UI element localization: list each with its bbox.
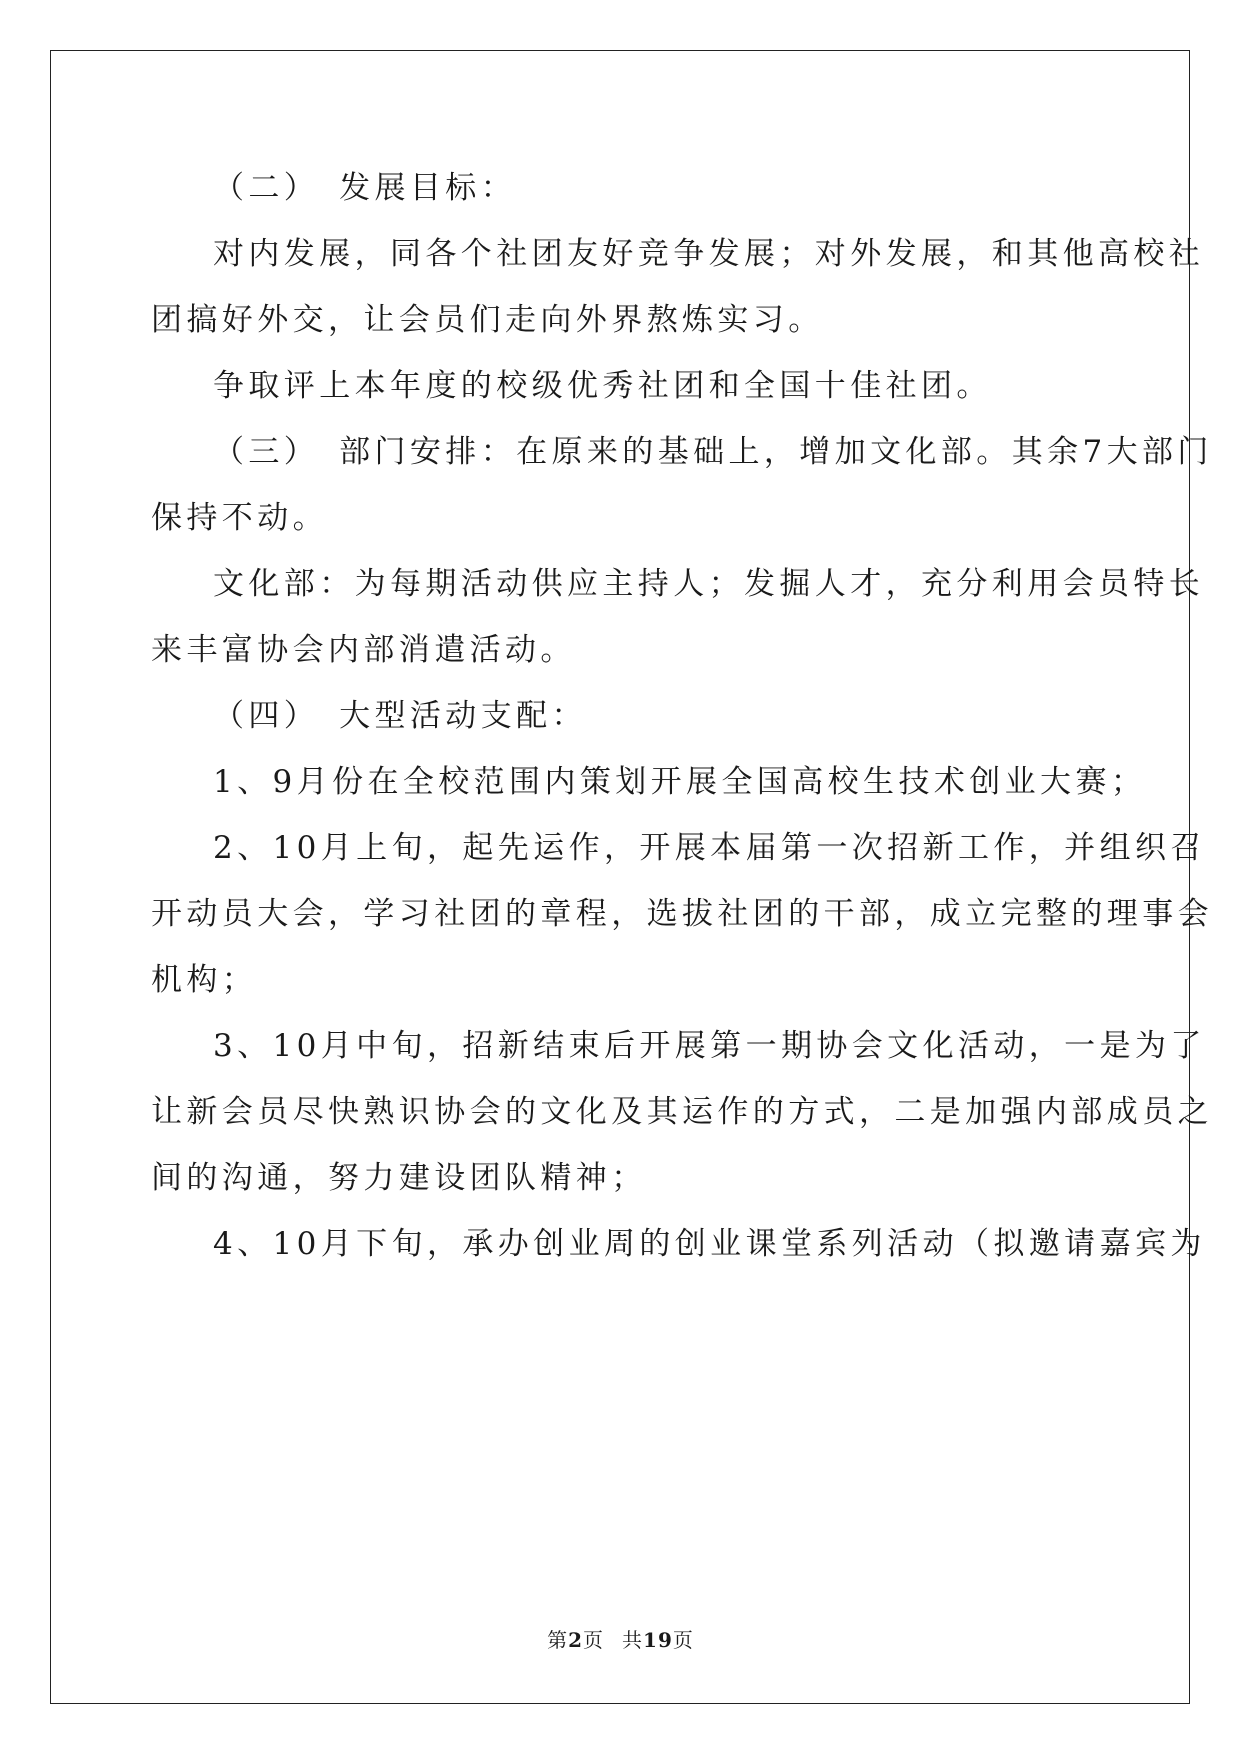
heading-department-arrangement: （三） 部门安排：在原来的基础上，增加文化部。其余7大部门 <box>213 434 1213 470</box>
paragraph-line: 争取评上本年度的校级优秀社团和全国十佳社团。 <box>213 368 992 404</box>
footer-total-pages: 19 <box>643 1628 673 1652</box>
paragraph-line: 对内发展，同各个社团友好竞争发展；对外发展，和其他高校社 <box>213 236 1205 272</box>
list-item-4: 4、10月下旬，承办创业周的创业课堂系列活动（拟邀请嘉宾为 <box>213 1226 1206 1262</box>
list-item-3: 3、10月中旬，招新结束后开展第一期协会文化活动，一是为了 <box>213 1028 1206 1064</box>
footer-page-number: 2 <box>568 1628 584 1652</box>
footer-page-suffix: 页 <box>583 1628 605 1652</box>
paragraph-line: 文化部：为每期活动供应主持人；发掘人才，充分利用会员特长 <box>213 566 1205 602</box>
paragraph-line: 开动员大会，学习社团的章程，选拔社团的干部，成立完整的理事会 <box>151 896 1213 932</box>
footer-total-suffix: 页 <box>672 1628 694 1652</box>
paragraph-line: 机构； <box>151 962 258 998</box>
list-item-1: 1、9月份在全校范围内策划开展全国高校生技术创业大赛； <box>213 764 1147 800</box>
paragraph-line: 间的沟通，努力建设团队精神； <box>151 1160 647 1196</box>
paragraph-line: 来丰富协会内部消遣活动。 <box>151 632 576 668</box>
paragraph-line: 让新会员尽快熟识协会的文化及其运作的方式，二是加强内部成员之 <box>151 1094 1213 1130</box>
list-item-2: 2、10月上旬，起先运作，开展本届第一次招新工作，并组织召 <box>213 830 1206 866</box>
paragraph-line: 保持不动。 <box>151 500 328 536</box>
heading-major-activities: （四） 大型活动支配： <box>213 698 587 734</box>
footer-total-prefix: 共 <box>622 1628 644 1652</box>
page-footer <box>0 1624 1241 1653</box>
paragraph-line: 团搞好外交，让会员们走向外界熬炼实习。 <box>151 302 824 338</box>
heading-development-goals: （二） 发展目标： <box>213 170 517 206</box>
footer-page-prefix: 第 <box>547 1628 569 1652</box>
